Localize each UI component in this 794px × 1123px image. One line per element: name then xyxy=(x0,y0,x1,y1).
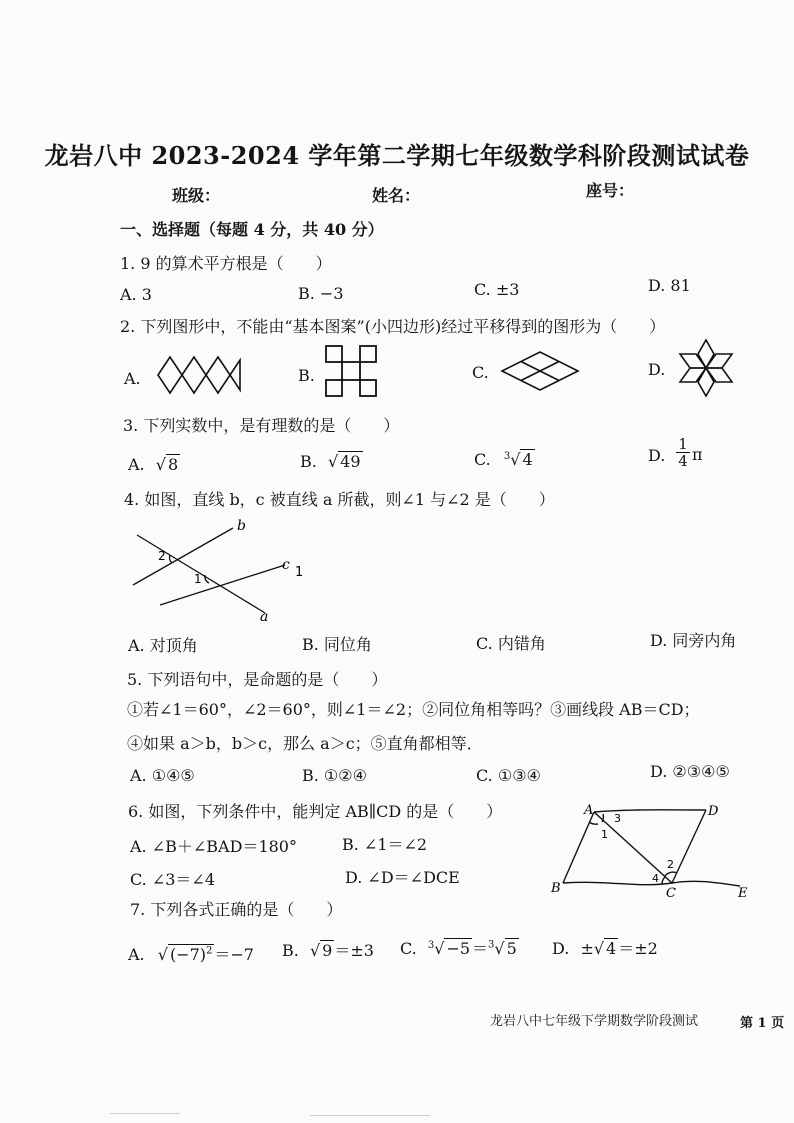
q4-option-c: C. 内错角 xyxy=(476,634,546,653)
question-2-stem: 2. 下列图形中，不能由“基本图案”(小四边形)经过平移得到的图形为（ ） xyxy=(120,317,666,336)
q6-label-2: 2 xyxy=(667,858,674,871)
class-label: 班级： xyxy=(172,186,221,205)
q7-option-d: D. ±√ 4 ＝±2 xyxy=(552,939,658,958)
q7-d-label: D. xyxy=(552,939,570,958)
q3-d-denominator: 4 xyxy=(676,452,690,469)
q3-c-label: C. xyxy=(474,450,491,469)
q5-option-a: A. ①④⑤ xyxy=(130,766,195,785)
q2-option-b: B. xyxy=(298,366,315,385)
q7-b-label: B. xyxy=(282,941,299,960)
q2-figure-c xyxy=(500,350,580,392)
q5-statements-line1: ①若∠1＝60°，∠2＝60°，则∠1＝∠2；②同位角相等吗？③画线段 AB＝CD； xyxy=(127,700,700,719)
q4-label-c: c xyxy=(282,557,290,573)
q1-option-c: C. ±3 xyxy=(474,280,520,299)
q2-figure-d xyxy=(676,338,736,398)
question-5-stem: 5. 下列语句中，是命题的是（ ） xyxy=(127,670,388,689)
q7-a-exponent: 2 xyxy=(206,945,213,957)
q6-label-d: D xyxy=(708,804,719,819)
segment-cd xyxy=(672,810,706,883)
seat-label: 座号： xyxy=(586,181,635,200)
q5-option-b: B. ①②④ xyxy=(302,766,367,785)
segment-ac xyxy=(594,812,672,883)
section-heading: 一、选择题（每题 4 分，共 40 分） xyxy=(120,220,384,239)
q7-c-equals: ＝ xyxy=(472,939,489,958)
q6-option-b: B. ∠1＝∠2 xyxy=(342,835,428,854)
q1-option-d: D. 81 xyxy=(648,276,691,295)
q5-option-d: D. ②③④⑤ xyxy=(650,762,730,781)
q4-option-d: D. 同旁内角 xyxy=(650,631,737,650)
q2-option-d: D. xyxy=(648,360,666,379)
q7-d-pm: ± xyxy=(580,939,594,958)
q3-b-radicand: 49 xyxy=(340,452,361,471)
q3-option-c: C. $^3$√ 4 xyxy=(474,450,533,469)
q6-label-4: 4 xyxy=(652,872,659,885)
q7-option-a: A. √ $(-7)^2 =-7$ xyxy=(128,945,254,964)
q7-c-radicand-2: 5 xyxy=(506,939,517,958)
line-c xyxy=(160,565,285,605)
q2-option-c: C. xyxy=(472,363,489,382)
q7-c-radicand: −5 xyxy=(446,939,471,958)
q3-c-radicand: 4 xyxy=(522,450,533,469)
q1-option-a: A. 3 xyxy=(120,285,152,304)
q6-option-a: A. ∠B＋∠BAD＝180° xyxy=(130,837,297,856)
q3-a-label: A. xyxy=(128,455,145,474)
angle-1-arc xyxy=(589,822,598,824)
q7-c-index-2: 3 xyxy=(488,939,495,951)
q7-a-expr: (−7) xyxy=(169,945,207,964)
q3-option-d-label: D. xyxy=(648,446,666,465)
q7-b-rhs: ＝±3 xyxy=(334,941,374,960)
line-b xyxy=(133,528,233,585)
q7-option-c: C. $^3$√ −5 ＝$^3$√ 5 xyxy=(400,939,517,958)
q6-label-1: 1 xyxy=(601,828,608,841)
q4-label-2: 2 xyxy=(158,549,166,563)
q3-a-radicand: 8 xyxy=(167,455,179,474)
angle-4-arc xyxy=(662,877,665,884)
q6-label-a: A xyxy=(584,803,594,818)
q3-c-index: 3 xyxy=(503,450,511,462)
q7-b-radicand: 9 xyxy=(322,941,333,960)
q2-option-a: A. xyxy=(124,369,141,388)
q3-option-a: A. √ 8 xyxy=(128,455,179,474)
q3-d-pi: π xyxy=(692,445,703,464)
footer-text: 龙岩八中七年级下学期数学阶段测试 xyxy=(490,1014,699,1029)
q3-option-b: B. √ 49 xyxy=(300,452,361,471)
q6-label-3: 3 xyxy=(614,812,621,825)
q7-d-rhs: ＝±2 xyxy=(618,939,658,958)
q6-option-d: D. ∠D＝∠DCE xyxy=(345,868,460,887)
page-number: 第 1 页 xyxy=(740,1016,785,1031)
q6-option-c: C. ∠3＝∠4 xyxy=(130,870,216,889)
q4-stray-1: 1 xyxy=(295,565,304,580)
question-6-stem: 6. 如图，下列条件中，能判定 AB∥CD 的是（ ） xyxy=(128,802,503,821)
q3-d-numerator: 1 xyxy=(678,435,688,453)
q4-label-1: 1 xyxy=(194,572,202,586)
q4-option-b: B. 同位角 xyxy=(302,635,372,654)
q4-label-a: a xyxy=(260,609,269,625)
angle-3-arc xyxy=(602,814,603,822)
q7-a-radicand xyxy=(168,944,214,964)
q2-figure-b xyxy=(324,344,380,400)
q4-figure xyxy=(125,515,315,630)
q6-label-e: E xyxy=(738,886,748,900)
q2-figure-a xyxy=(156,355,242,395)
q4-label-b: b xyxy=(237,518,246,534)
q4-option-a: A. 对顶角 xyxy=(128,636,198,655)
q7-a-label: A. xyxy=(128,945,145,964)
q7-c-index: 3 xyxy=(427,939,435,951)
question-4-stem: 4. 如图，直线 b，c 被直线 a 所截，则∠1 与∠2 是（ ） xyxy=(124,490,555,509)
q6-label-b: B xyxy=(551,881,561,896)
q5-statements-line2: ④如果 a＞b，b＞c，那么 a＞c；⑤直角都相等． xyxy=(127,734,483,753)
q7-d-radicand: 4 xyxy=(606,939,617,958)
q7-option-b: B. √ 9 ＝±3 xyxy=(282,941,374,960)
q7-a-rhs: ＝−7 xyxy=(214,945,254,964)
q6-figure xyxy=(548,800,754,900)
exam-title: 龙岩八中 2023-2024 学年第二学期七年级数学科阶段测试试卷 xyxy=(44,141,750,170)
q1-option-b: B. −3 xyxy=(298,284,344,303)
question-1-stem: 1. 9 的算术平方根是（ ） xyxy=(120,254,332,273)
question-7-stem: 7. 下列各式正确的是（ ） xyxy=(130,900,343,919)
q6-label-c: C xyxy=(666,886,676,900)
q3-option-d-fraction xyxy=(676,436,690,469)
question-3-stem: 3. 下列实数中，是有理数的是（ ） xyxy=(123,416,400,435)
q5-option-c: C. ①③④ xyxy=(476,766,541,785)
q3-b-label: B. xyxy=(300,452,317,471)
name-label: 姓名： xyxy=(372,186,421,205)
q7-c-label: C. xyxy=(400,939,417,958)
segment-ad xyxy=(594,810,706,812)
